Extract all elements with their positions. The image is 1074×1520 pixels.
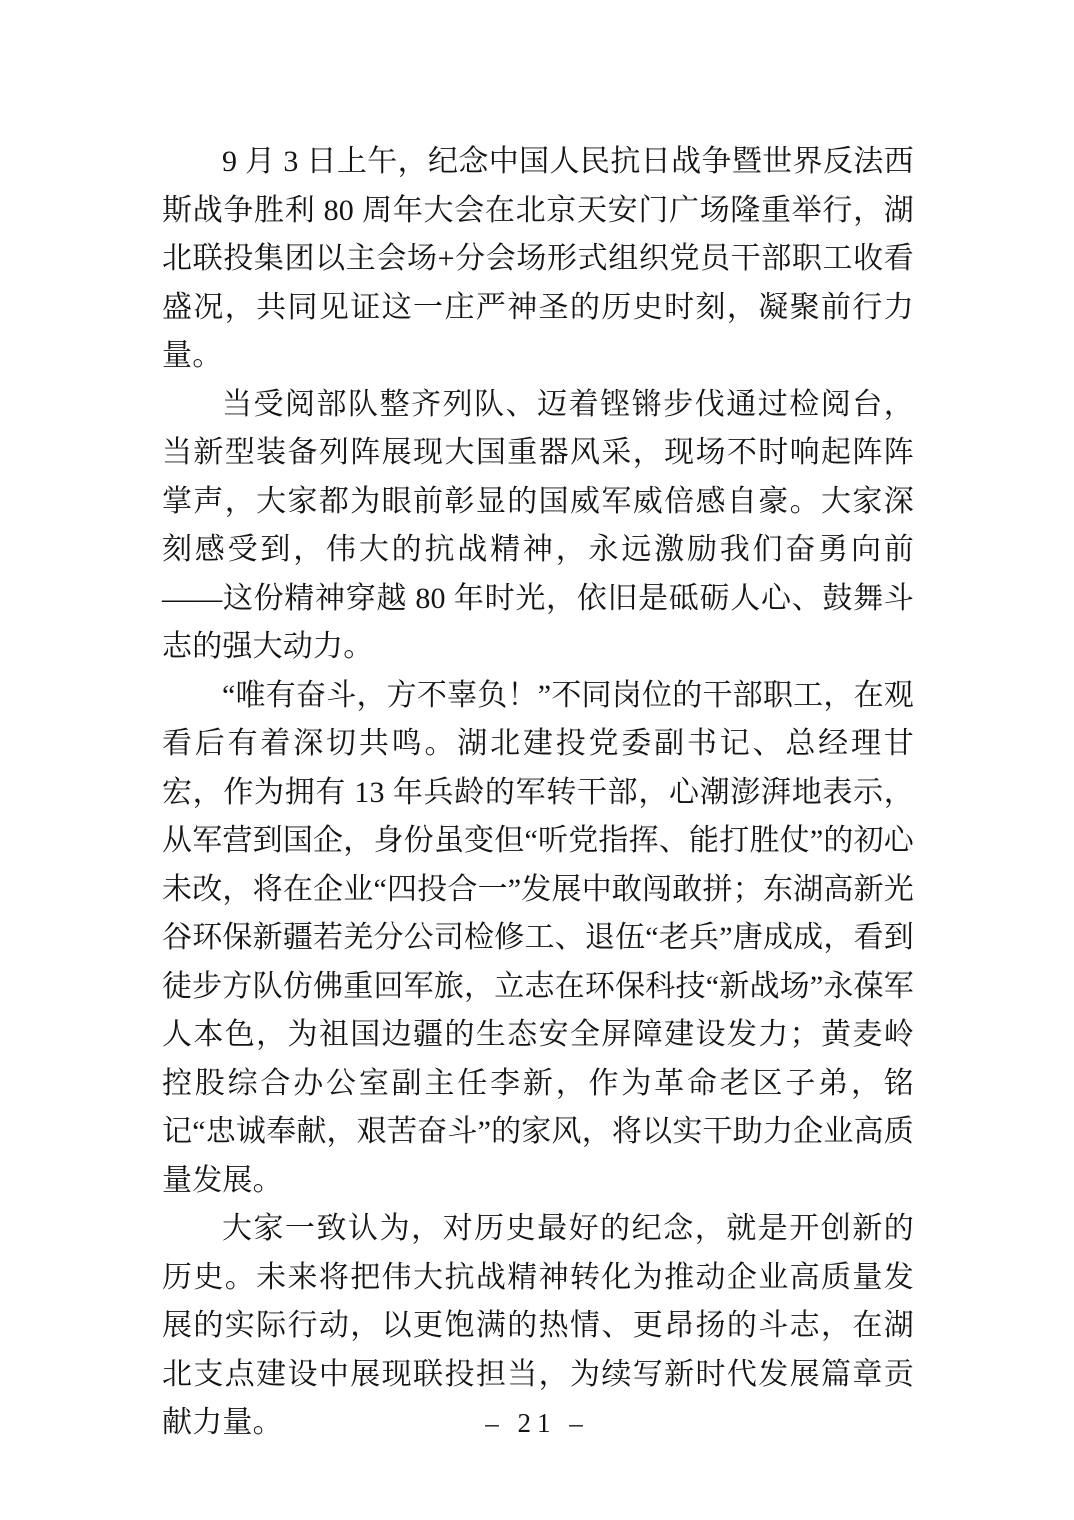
paragraph-ceremony-intro: 9 月 3 日上午，纪念中国人民抗日战争暨世界反法西斯战争胜利 80 周年大会在北京天安门广场隆重举行，湖北联投集团以主会场+分会场形式组织党员干部职工收看盛况，共同见证这一庄严神圣的历史时刻，凝聚前行力量。 xyxy=(162,145,914,372)
paragraph-staff-responses: “唯有奋斗，方不辜负！”不同岗位的干部职工，在观看后有着深切共鸣。湖北建投党委副书记、总经理甘宏，作为拥有 13 年兵龄的军转干部，心潮澎湃地表示，从军营到国企，身份虽变但“听党指挥、能打胜仗”的初心未改，将在企业“四投合一”发展中敢闯敢拼；东湖高新光谷环保新疆若羌分公司检修工、退伍“老兵”唐成成，看到徒步方队仿佛重回军旅，立志在环保科技“新战场”永葆军人本色，为祖国边疆的生态安全屏障建设发力；黄麦岭控股综合办公室副主任李新，作为革命老区子弟，铭记“忠诚奉献，艰苦奋斗”的家风，将以实干助力企业高质量发展。 xyxy=(162,678,914,1197)
paragraph-parade-impressions: 当受阅部队整齐列队、迈着铿锵步伐通过检阅台，当新型装备列阵展现大国重器风采，现场不时响起阵阵掌声，大家都为眼前彰显的国威军威倍感自豪。大家深刻感受到，伟大的抗战精神，永远激励我们奋勇向前——这份精神穿越 80 年时光，依旧是砥砺人心、鼓舞斗志的强大动力。 xyxy=(162,387,914,663)
page-number: – 21 – xyxy=(485,1408,589,1438)
document-body xyxy=(162,138,914,1448)
paragraph-conclusion: 大家一致认为，对历史最好的纪念，就是开创新的历史。未来将把伟大抗战精神转化为推动企业高质量发展的实际行动，以更饱满的热情、更昂扬的斗志，在湖北支点建设中展现联投担当，为续写新时代发展篇章贡献力量。 xyxy=(162,1212,914,1439)
